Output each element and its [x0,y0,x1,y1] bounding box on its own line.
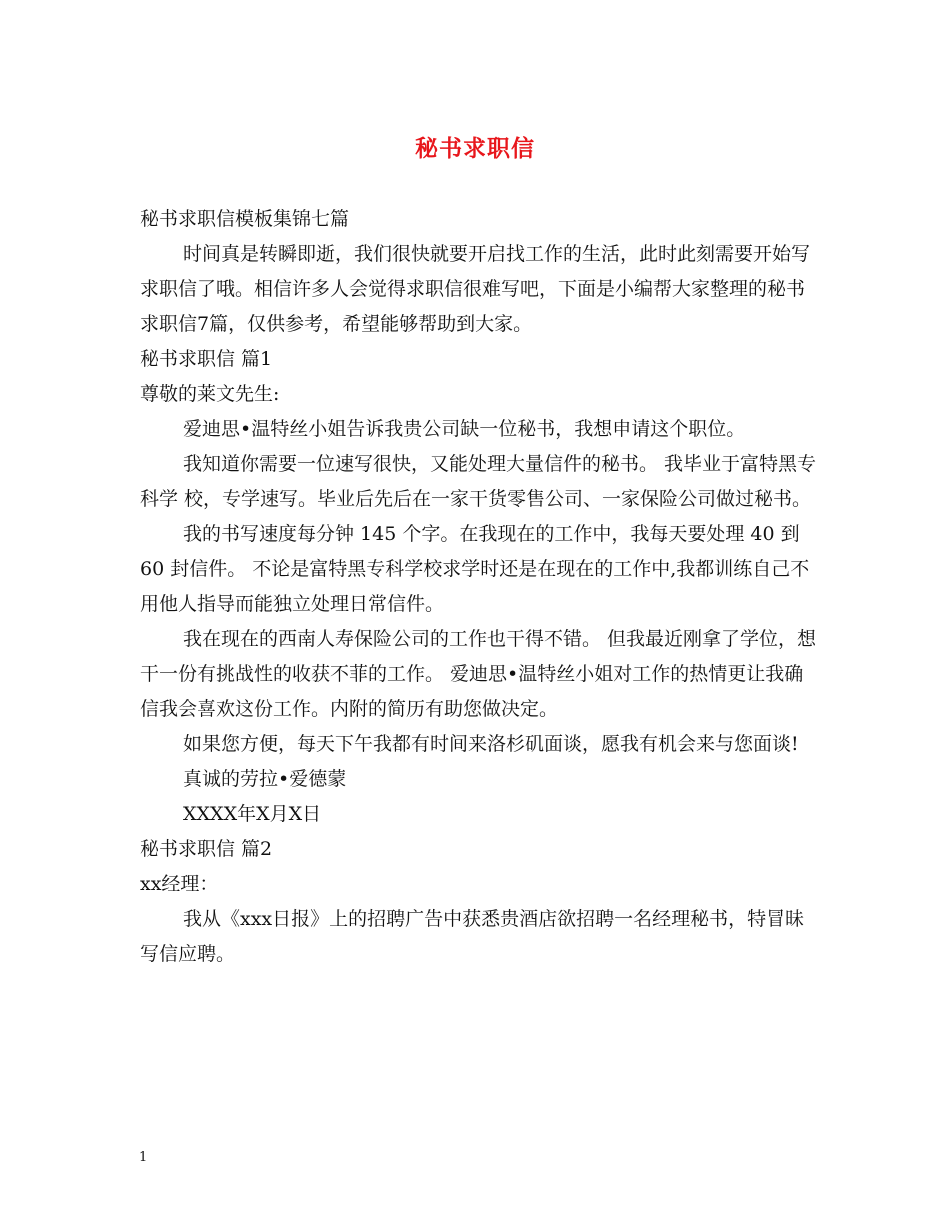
salutation-2: xx经理： [140,873,219,895]
intro-paragraph: 时间真是转瞬即逝，我们很快就要开启找工作的生活，此时此刻需要开始写求职信了哦。相信许多人会觉得求职信很难写吧，下面是小编帮大家整理的秘书求职信7篇，仅供参考，希望能够帮助到大家。 [140,243,811,335]
letter-1-paragraph-3: 我的书写速度每分钟 145 个字。在我现在的工作中，我每天要处理 40 到 60 封信件。 不论是富特黑专科学校求学时还是在现在的工作中,我都训练自己不 用他人指导而能独立处理日常信件。 [140,523,810,615]
subtitle: 秘书求职信模板集锦七篇 [140,208,350,230]
section-heading-1: 秘书求职信 篇1 [140,348,273,370]
letter-1-paragraph-1: 爱迪思•温特丝小姐告诉我贵公司缺一位秘书，我想申请这个职位。 [183,418,746,440]
letter-1-closing: 真诚的劳拉•爱德蒙 [183,768,347,790]
letter-2-paragraph-1: 我从《xxx日报》上的招聘广告中获悉贵酒店欲招聘一名经理秘书，特冒昧写信应聘。 [140,908,805,965]
letter-1-date: XXXX年X月X日 [183,803,322,825]
section-heading-2: 秘书求职信 篇2 [140,838,273,860]
letter-1-paragraph-5: 如果您方便，每天下午我都有时间来洛杉矶面谈，愿我有机会来与您面谈! [183,733,799,755]
document-body [140,202,820,972]
page-number: 1 [139,1150,148,1165]
letter-1-paragraph-4: 我在现在的西南人寿保险公司的工作也干得不错。 但我最近刚拿了学位，想 干一份有挑战性的收获不菲的工作。 爱迪思•温特丝小姐对工作的热情更让我确 信我会喜欢这份工作。内附的简历有助您做决定。 [140,628,817,720]
letter-1-paragraph-2: 我知道你需要一位速写很快，又能处理大量信件的秘书。 我毕业于富特黑专科学 校，专学速写。毕业后先后在一家干货零售公司、一家保险公司做过秘书。 [140,453,817,510]
salutation-1: 尊敬的莱文先生: [140,383,280,405]
document-title: 秘书求职信 [415,135,535,162]
